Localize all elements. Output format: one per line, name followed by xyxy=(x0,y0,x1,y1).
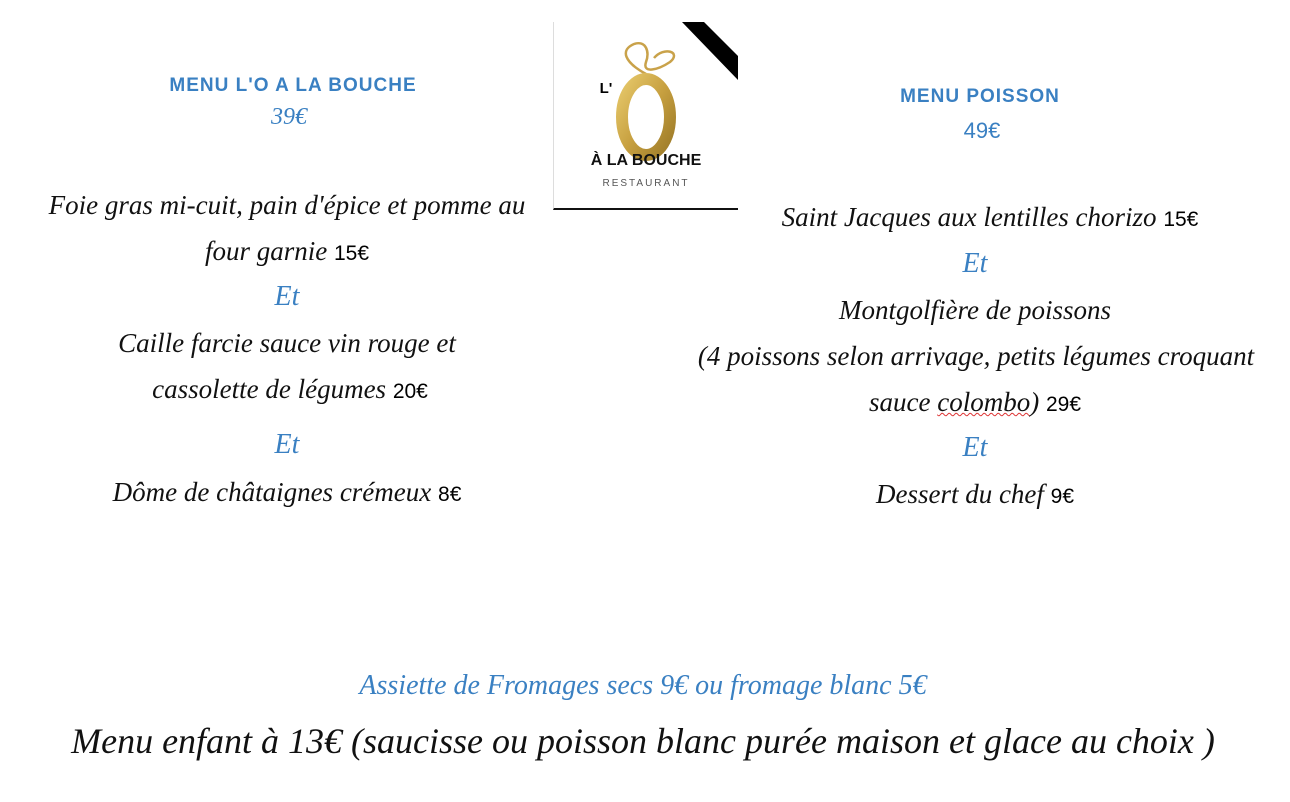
dish-line: Montgolfière de poissons xyxy=(839,295,1111,325)
dish-line xyxy=(869,387,1081,418)
dish-line xyxy=(205,236,369,267)
logo-prefix: L' xyxy=(599,80,613,97)
logo-subtitle: RESTAURANT xyxy=(602,178,690,189)
cheese-offer: Assiette de Fromages secs 9€ ou fromage blanc 5€ xyxy=(359,670,927,701)
logo-name: À LA BOUCHE xyxy=(590,152,702,169)
dish-text: sauce xyxy=(868,387,938,417)
restaurant-logo xyxy=(553,22,738,210)
dish-price: 8€ xyxy=(438,483,462,506)
dish-line: Caille farcie sauce vin rouge et xyxy=(118,328,456,358)
dish-text: Dessert du chef xyxy=(875,479,1044,509)
menu-left-price: 39€ xyxy=(271,104,307,130)
kids-menu: Menu enfant à 13€ (saucisse ou poisson blanc purée maison et glace au choix ) xyxy=(71,721,1215,761)
dish-price: 15€ xyxy=(1163,208,1199,231)
dish-text: ) xyxy=(1030,387,1040,417)
dish-price: 15€ xyxy=(333,242,370,265)
dish-line xyxy=(782,202,1199,233)
mourning-ribbon xyxy=(682,22,738,80)
dish-price: 20€ xyxy=(392,380,428,403)
dish-line xyxy=(113,477,462,508)
separator: Et xyxy=(274,429,300,460)
dish-line: (4 poissons selon arrivage, petits légumes croquant xyxy=(697,341,1255,371)
menu-right-price: 49€ xyxy=(963,118,1001,143)
menu-left-title: MENU L'O A LA BOUCHE xyxy=(169,75,417,96)
dish-price: 29€ xyxy=(1045,393,1082,416)
dish-text: four garnie xyxy=(204,236,328,266)
dish-price: 9€ xyxy=(1050,485,1075,508)
dish-text: Dôme de châtaignes crémeux xyxy=(112,477,432,507)
menu-right-title: MENU POISSON xyxy=(900,86,1060,107)
dish-line xyxy=(152,374,428,405)
dish-line: Foie gras mi-cuit, pain d'épice et pomme au xyxy=(48,190,526,220)
separator: Et xyxy=(274,281,300,312)
separator: Et xyxy=(962,248,988,279)
dish-line xyxy=(876,479,1074,510)
spellcheck-word: colombo xyxy=(937,387,1031,417)
separator: Et xyxy=(962,432,988,463)
dish-text: cassolette de légumes xyxy=(152,374,387,404)
dish-text: Saint Jacques aux lentilles chorizo xyxy=(781,202,1157,232)
